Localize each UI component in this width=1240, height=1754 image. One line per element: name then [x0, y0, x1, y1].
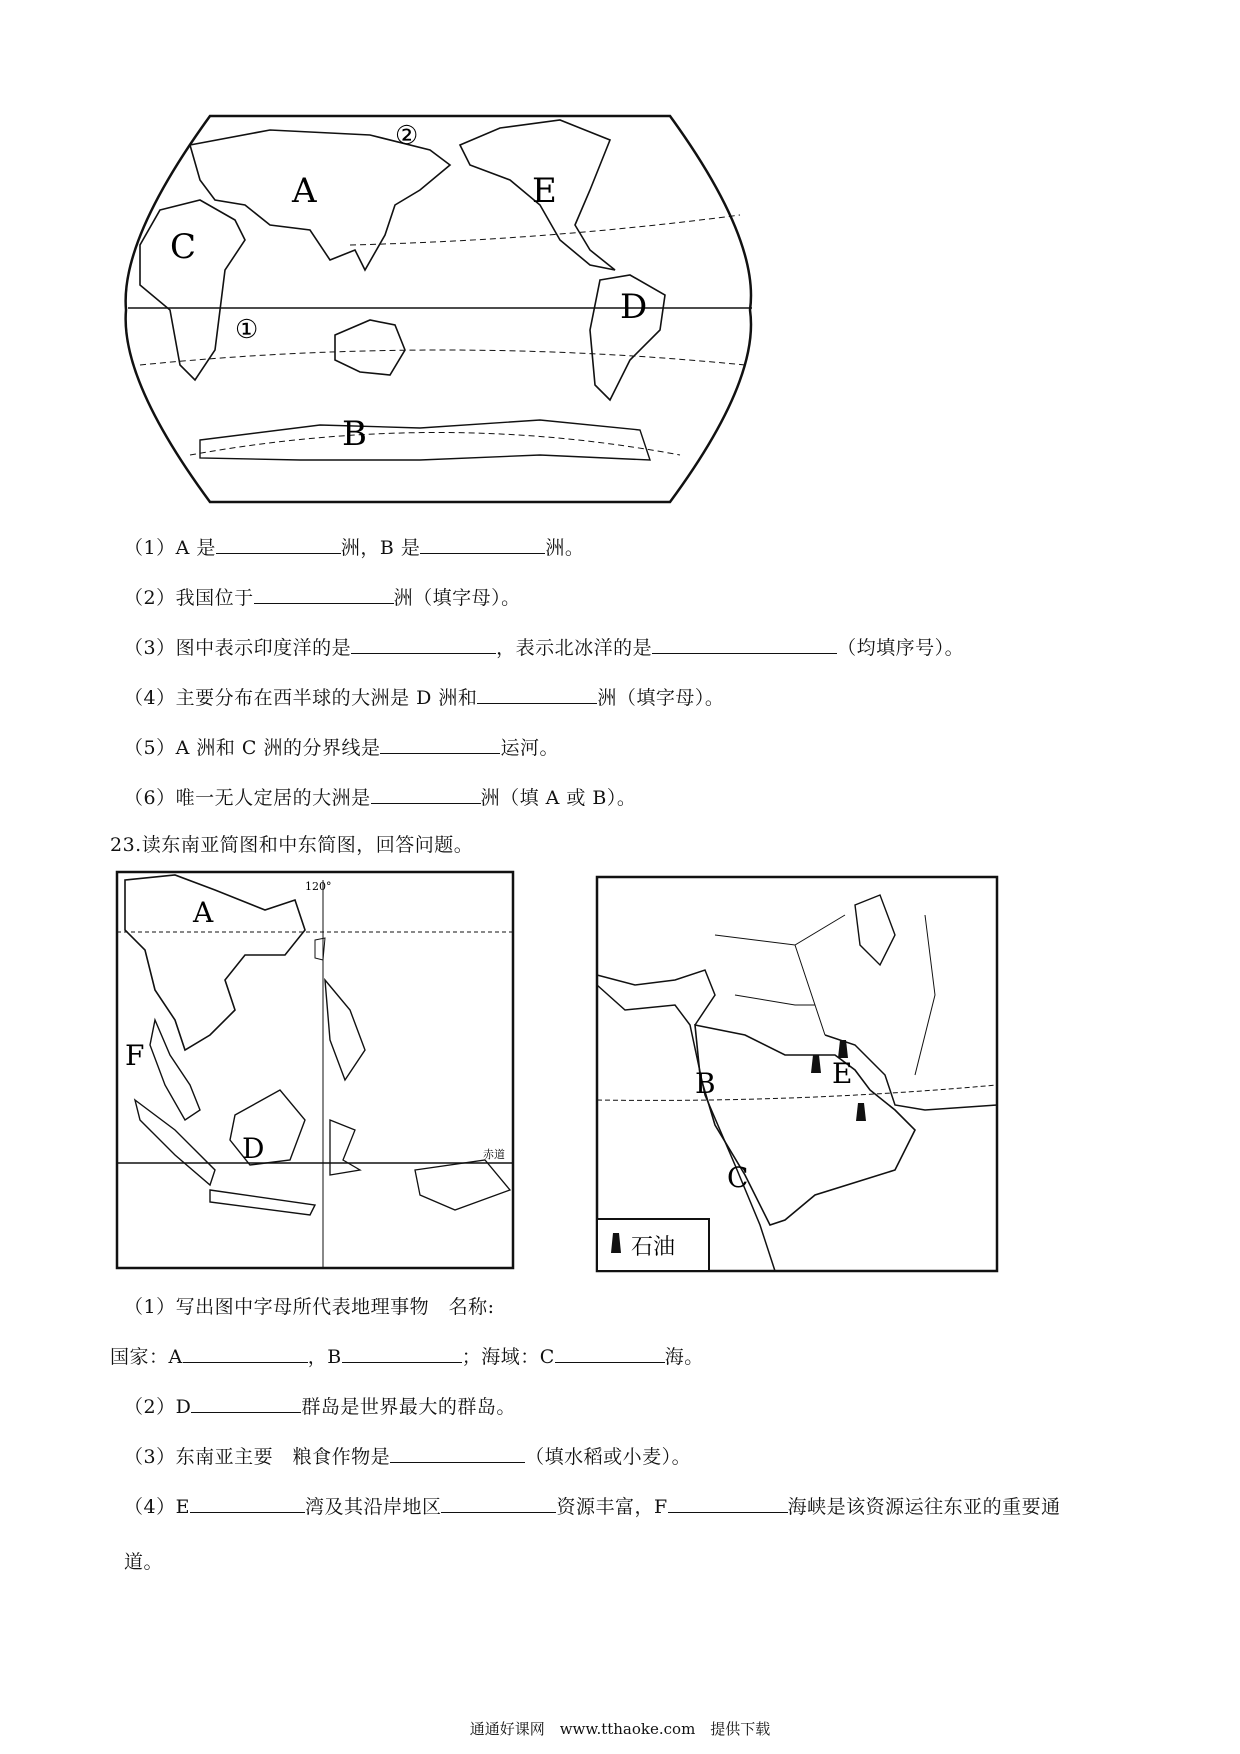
- caspian-sea: [855, 895, 895, 965]
- new-guinea: [415, 1160, 510, 1210]
- answer-blank[interactable]: [191, 1394, 301, 1413]
- q22-line-5: （5）A 洲和 C 洲的分界线是 运河。: [124, 737, 559, 759]
- sulawesi: [330, 1120, 360, 1175]
- answer-blank[interactable]: [342, 1344, 462, 1363]
- answer-blank[interactable]: [477, 685, 597, 704]
- continent-australia: [335, 320, 405, 375]
- philippines: [325, 980, 365, 1080]
- q22-line-1: （1）A 是 洲，B 是 洲。: [124, 537, 585, 559]
- label-A: A: [292, 171, 317, 211]
- label-D: D: [242, 1132, 265, 1165]
- label-F: F: [125, 1039, 145, 1072]
- q23-line-4: （3）东南亚主要 粮食作物是 （填水稻或小麦）。: [124, 1446, 692, 1468]
- q23-line-1: （1）写出图中字母所代表地理事物 名称:: [124, 1296, 495, 1318]
- label-D: D: [620, 287, 648, 327]
- label-E: E: [532, 171, 557, 211]
- arabian-peninsula: [695, 1025, 915, 1225]
- q23-line-2: 国家：A ，B ；海域：C 海。: [110, 1346, 704, 1368]
- q22-line-6: （6）唯一无人定居的大洲是 洲（填 A 或 B）。: [124, 787, 637, 809]
- legend-label: 石油: [631, 1235, 676, 1260]
- tropic-line: [597, 1085, 997, 1100]
- answer-blank[interactable]: [254, 585, 394, 604]
- footer: 通通好课网 www.tthaoke.com 提供下载: [469, 1720, 771, 1738]
- mediterranean-coast: [597, 970, 715, 1025]
- tropic-north: [350, 215, 740, 245]
- label-ocean-1: ①: [235, 315, 259, 345]
- oil-icon: [811, 1055, 821, 1073]
- label-C: C: [727, 1161, 749, 1194]
- label-E: E: [832, 1057, 853, 1090]
- q22-line-4: （4）主要分布在西半球的大洲是 D 洲和 洲（填字母）。: [124, 687, 725, 709]
- label-lon: 120°: [305, 880, 332, 893]
- label-B: B: [695, 1067, 716, 1100]
- label-B: B: [342, 414, 367, 454]
- q22-line-2: （2）我国位于 洲（填字母）。: [124, 587, 521, 609]
- continent-eurasia: [190, 130, 450, 270]
- borders: [715, 915, 935, 1075]
- answer-blank[interactable]: [371, 785, 481, 804]
- oil-icon: [856, 1103, 866, 1121]
- q23-title: 23.读东南亚简图和中东简图，回答问题。: [110, 834, 474, 856]
- tropic-south: [140, 350, 745, 365]
- label-A: A: [193, 896, 214, 929]
- answer-blank[interactable]: [555, 1344, 665, 1363]
- mainland: [125, 875, 305, 1050]
- label-C: C: [170, 227, 197, 267]
- label-ocean-2: ②: [395, 121, 419, 151]
- q23-line-5: （4）E 湾及其沿岸地区 资源丰富，F 海峡是该资源运往东亚的重要通: [124, 1496, 1061, 1518]
- answer-blank[interactable]: [190, 1494, 305, 1513]
- malay-peninsula: [150, 1020, 200, 1120]
- answer-blank[interactable]: [652, 635, 837, 654]
- q23-line-3: （2）D 群岛是世界最大的群岛。: [124, 1396, 516, 1418]
- q23-line-6: 道。: [124, 1551, 164, 1573]
- sumatra: [135, 1100, 215, 1185]
- answer-blank[interactable]: [668, 1494, 788, 1513]
- answer-blank[interactable]: [390, 1444, 525, 1463]
- answer-blank[interactable]: [351, 635, 496, 654]
- world-map: [120, 110, 760, 510]
- answer-blank[interactable]: [183, 1344, 308, 1363]
- answer-blank[interactable]: [441, 1494, 556, 1513]
- middle-east-map: [595, 875, 1000, 1275]
- label-equator: 赤道: [483, 1148, 505, 1161]
- answer-blank[interactable]: [420, 535, 545, 554]
- java: [210, 1190, 315, 1215]
- answer-blank[interactable]: [380, 735, 500, 754]
- polar-circle-south: [190, 433, 680, 456]
- q22-line-3: （3）图中表示印度洋的是 ，表示北冰洋的是 （均填序号）。: [124, 637, 965, 659]
- southeast-asia-map: [115, 870, 515, 1270]
- answer-blank[interactable]: [216, 535, 341, 554]
